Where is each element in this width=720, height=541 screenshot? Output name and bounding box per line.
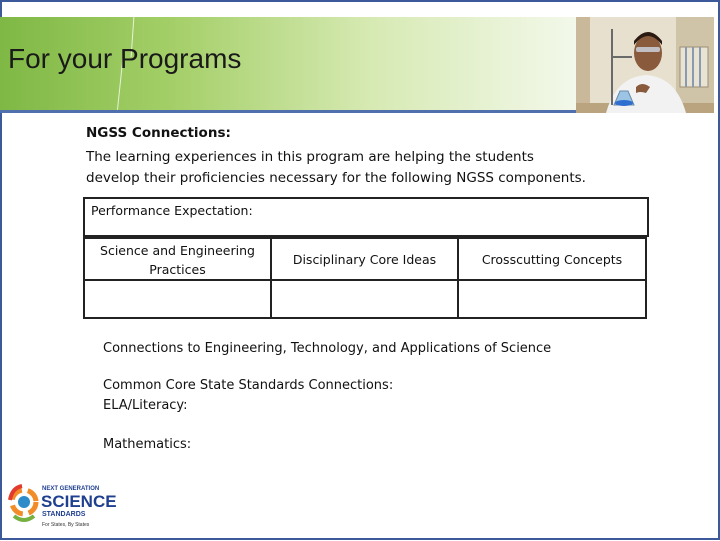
ngss-components-table (83, 237, 647, 319)
ngss-description (86, 147, 646, 189)
table-cell (458, 280, 646, 318)
ngss-logo-graphic (4, 480, 117, 536)
content-area (0, 113, 720, 538)
performance-expectation-box (83, 197, 649, 237)
logo-line1: NEXT GENERATION (42, 486, 100, 492)
ela-literacy-label: ELA/Literacy: (103, 398, 188, 413)
title-banner (0, 17, 576, 113)
table-cell (271, 280, 458, 318)
performance-expectation-label: Performance Expectation: (91, 203, 253, 218)
scientist-photo (576, 17, 714, 113)
logo-line2: SCIENCE (41, 492, 117, 511)
ngss-connections-heading: NGSS Connections: (86, 125, 231, 141)
ngss-description-line: develop their proficiencies necessary for the following NGSS components. (86, 170, 586, 186)
table-cell (84, 280, 271, 318)
ngss-description-line: The learning experiences in this program are helping the students (86, 149, 534, 165)
connections-engineering-label: Connections to Engineering, Technology, and Applications of Science (103, 341, 552, 356)
header-disciplinary-core-ideas: Disciplinary Core Ideas (271, 238, 458, 280)
ngss-logo (4, 480, 117, 536)
mathematics-label: Mathematics: (103, 437, 192, 452)
header-science-engineering-practices: Science and Engineering Practices (84, 238, 271, 280)
logo-tagline: For States, By States (42, 522, 90, 528)
lab-photo-illustration (576, 17, 714, 113)
table-row (84, 280, 646, 318)
page-title: For your Programs (8, 43, 242, 74)
logo-line3: STANDARDS (42, 511, 86, 518)
table-header-row (84, 238, 646, 280)
common-core-heading: Common Core State Standards Connections: (103, 378, 394, 393)
header-crosscutting-concepts: Crosscutting Concepts (458, 238, 646, 280)
